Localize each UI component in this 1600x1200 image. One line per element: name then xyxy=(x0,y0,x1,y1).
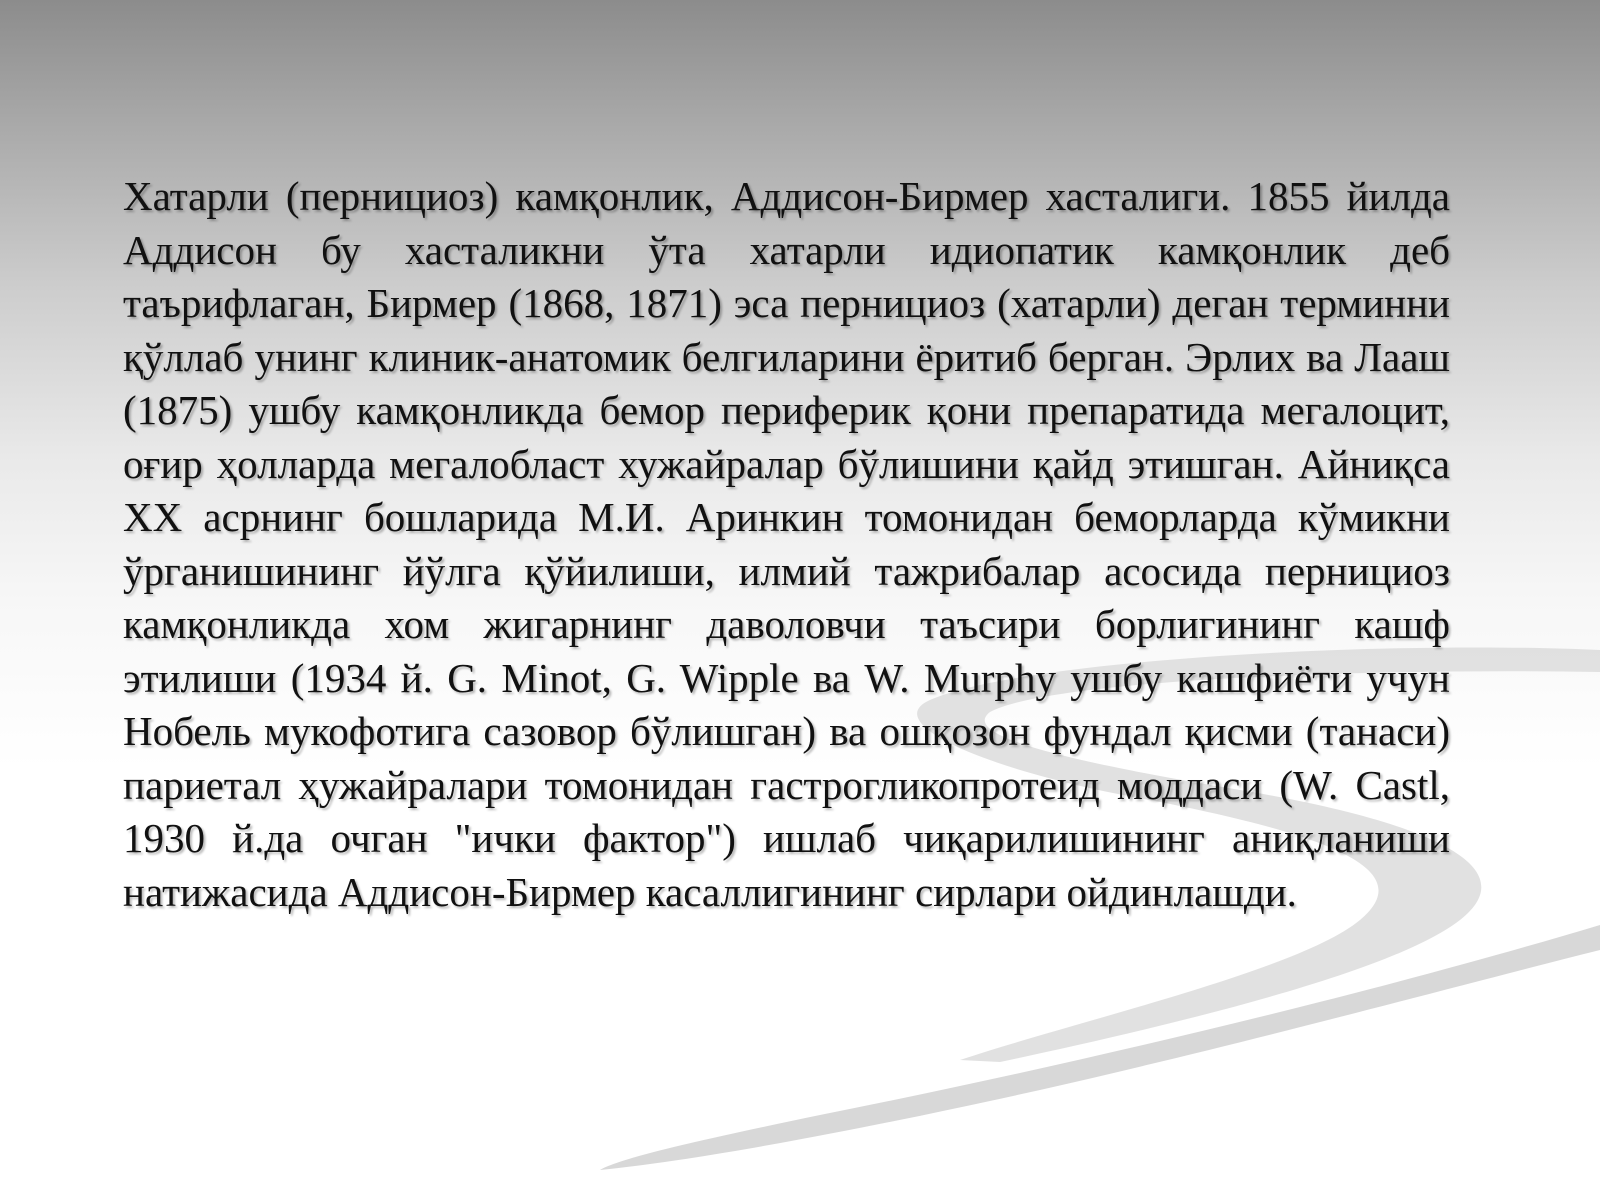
slide-body-text: Хатарли (пернициоз) камқонлик, Аддисон-Бирмер хасталиги. 1855 йилда Аддисон бу хасталикни ўта хатарли идиопатик камқонлик деб таърифлаган, Бирмер (1868, 1871) эса пернициоз (хатарли) деган терминни қўллаб унинг клиник-анатомик белгиларини ёритиб берган. Эрлих ва Лааш (1875) ушбу камқонликда бемор периферик қони препаратида мегалоцит, оғир ҳолларда мегалобласт хужайралар бўлишини қайд этишган. Айниқса XX асрнинг бошларида М.И. Аринкин томонидан беморларда кўмикни ўрганишининг йўлга қўйилиши, илмий тажрибалар асосида пернициоз камқонликда хом жигарнинг даволовчи таъсири борлигининг кашф этилиши (1934 й. G. Minot, G. Wipple ва W. Murphy ушбу кашфиёти учун Нобель мукофотига сазовор бўлишган) ва ошқозон фундал қисми (танаси) париетал ҳужайралари томонидан гастрогликопротеид моддаси (W. Castl, 1930 й.да очган "ички фактор") ишлаб чиқарилишининг аниқланиши натижасида Аддисон-Бирмер касаллигининг сирлари ойдинлашди. xyxy=(123,173,1450,915)
swoosh-lower-band xyxy=(600,925,1600,1170)
